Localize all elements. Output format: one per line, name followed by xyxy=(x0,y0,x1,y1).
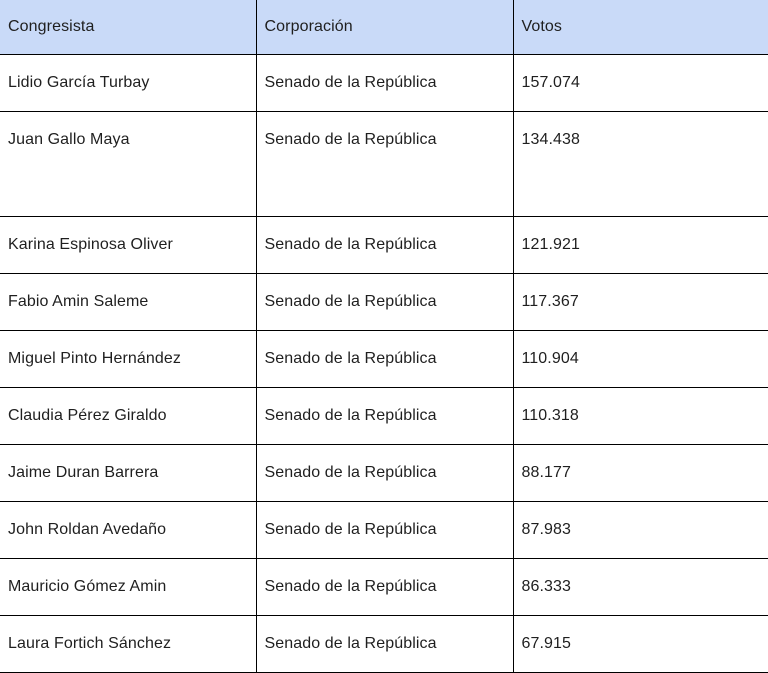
cell-congresista: Juan Gallo Maya xyxy=(0,112,256,217)
cell-corporacion: Senado de la República xyxy=(256,559,513,616)
cell-congresista: John Roldan Avedaño xyxy=(0,502,256,559)
cell-corporacion: Senado de la República xyxy=(256,616,513,673)
header-votos: Votos xyxy=(513,0,768,55)
cell-votos: 87.983 xyxy=(513,502,768,559)
cell-congresista: Jaime Duran Barrera xyxy=(0,445,256,502)
cell-congresista: Laura Fortich Sánchez xyxy=(0,616,256,673)
cell-congresista: Mauricio Gómez Amin xyxy=(0,559,256,616)
cell-votos: 121.921 xyxy=(513,217,768,274)
table-row xyxy=(0,112,768,217)
cell-votos: 110.904 xyxy=(513,331,768,388)
cell-congresista: Claudia Pérez Giraldo xyxy=(0,388,256,445)
cell-corporacion: Senado de la República xyxy=(256,388,513,445)
table-row xyxy=(0,274,768,331)
cell-corporacion: Senado de la República xyxy=(256,331,513,388)
header-congresista: Congresista xyxy=(0,0,256,55)
cell-votos: 86.333 xyxy=(513,559,768,616)
cell-corporacion: Senado de la República xyxy=(256,274,513,331)
cell-corporacion: Senado de la República xyxy=(256,445,513,502)
cell-votos: 110.318 xyxy=(513,388,768,445)
cell-congresista: Karina Espinosa Oliver xyxy=(0,217,256,274)
table-row xyxy=(0,217,768,274)
cell-congresista: Lidio García Turbay xyxy=(0,55,256,112)
cell-congresista: Miguel Pinto Hernández xyxy=(0,331,256,388)
cell-votos: 67.915 xyxy=(513,616,768,673)
cell-corporacion: Senado de la República xyxy=(256,112,513,217)
cell-corporacion: Senado de la República xyxy=(256,217,513,274)
table-header-row xyxy=(0,0,768,55)
cell-corporacion: Senado de la República xyxy=(256,502,513,559)
table-row xyxy=(0,445,768,502)
cell-votos: 157.074 xyxy=(513,55,768,112)
cell-votos: 88.177 xyxy=(513,445,768,502)
cell-votos: 134.438 xyxy=(513,112,768,217)
cell-votos: 117.367 xyxy=(513,274,768,331)
table-row xyxy=(0,616,768,673)
table-row xyxy=(0,388,768,445)
cell-congresista: Fabio Amin Saleme xyxy=(0,274,256,331)
table-row xyxy=(0,502,768,559)
table-row xyxy=(0,55,768,112)
header-corporacion: Corporación xyxy=(256,0,513,55)
cell-corporacion: Senado de la República xyxy=(256,55,513,112)
table-row xyxy=(0,331,768,388)
table-row xyxy=(0,559,768,616)
